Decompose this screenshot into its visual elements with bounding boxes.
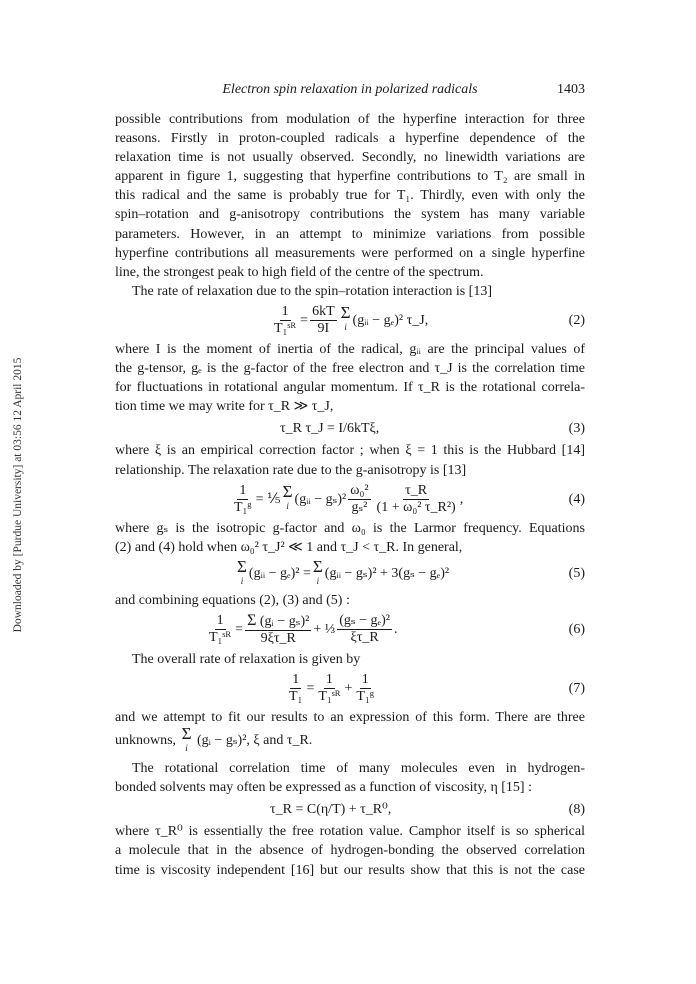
summation-sign: Σ i	[340, 303, 351, 333]
equation-8: τ_R = C(η/T) + τ_R⁰, (8)	[115, 800, 585, 819]
equation-2: $\frac{1}{\text{T₁ˢᴿ}}$ = $\frac{6kT}{9I}$ Σ i (gᵢᵢ − gₑ)² τ_J, (2)	[274, 303, 585, 336]
equation-7: $\frac{1}{\text{T₁}}$ = $\frac{1}{\text{T₁ˢᴿ}}$ + $\frac{1}{\text{T₁ᵍ}}$ (7)	[289, 671, 585, 704]
fraction: $\frac{1}{\text{T₁ᵍ}}$	[234, 482, 252, 515]
text-line: hyperfine contributions all measurements were performed on a single hyperfine	[115, 245, 585, 261]
text-line: where gₛ is the isotropic g-factor and ω₀ is the Larmor frequency. Equations	[115, 520, 585, 536]
summation-sign: Σ i	[237, 556, 247, 586]
paragraph-hyperfine	[115, 110, 585, 301]
text-line: unknowns, Σ i (gᵢ − gₛ)², ξ and τ_R.	[115, 724, 313, 754]
paragraph-viscosity	[115, 759, 585, 797]
text-line: where ξ is an empirical correction factor ; when ξ = 1 this is the Hubbard [14]	[115, 443, 585, 459]
equation-4: $\frac{1}{\text{T₁ᵍ}}$ = ⅕ Σ i (gᵢᵢ − gₛ)² ω₀² gₛ² τ_R (1 + ω₀² τ_R²) , (4)	[234, 482, 585, 515]
paragraph-inertia	[115, 340, 585, 416]
text-line: where τ_R⁰ is essentially the free rotation value. Camphor itself is so spherical	[115, 824, 585, 840]
text-line: The rate of relaxation due to the spin–rotation interaction is [13]	[132, 283, 492, 299]
running-header	[115, 82, 585, 100]
page-body	[115, 110, 585, 880]
equation-number: (6)	[568, 622, 585, 638]
summation-sign: Σ i	[282, 482, 293, 512]
fraction: ω₀² gₛ²	[350, 482, 369, 515]
text-line: where I is the moment of inertia of the radical, gᵢᵢ are the principal values of	[115, 341, 585, 357]
fraction: $\frac{\text{Σ (gᵢ − gₛ)²}}{9\xi\tau\_R}$	[247, 611, 310, 646]
text-line: and we attempt to fit our results to an expression of this form. There are three	[115, 709, 585, 725]
equation-6: $\frac{1}{\text{T₁ˢᴿ}}$ = $\frac{\text{Σ (gᵢ − gₛ)²}}{9\xi\tau\_R}$ + ⅓ (gₛ − gₑ)² ξτ_R . (6)	[209, 611, 585, 646]
fraction: $\frac{1}{\text{T₁ˢᴿ}}$	[318, 671, 341, 704]
text-line: The rotational correlation time of many molecules even in hydrogen-	[132, 761, 585, 777]
running-title: Electron spin relaxation in polarized radicals	[222, 82, 478, 97]
text-line: a molecule that in the absence of hydrogen-bonding the observed correlation	[115, 843, 585, 859]
paragraph-isotropic	[115, 519, 585, 557]
text-line: apparent in figure 1, suggesting that hyperfine contributions to T₂ are small in	[115, 169, 585, 185]
download-watermark: Downloaded by [Purdue University] at 03:56 12 April 2015	[12, 357, 24, 633]
text-line: relaxation time is not usually observed. Secondly, no linewidth variations are	[115, 150, 585, 166]
fraction: $\frac{1}{\text{T₁ᵍ}}$	[356, 671, 375, 704]
text-line: The overall rate of relaxation is given by	[132, 651, 361, 667]
text-line: reasons. Firstly in proton-coupled radicals a hyperfine dependence of the	[115, 131, 585, 147]
text-line: parameters. However, in an attempt to minimize variations from possible	[115, 226, 585, 242]
paragraph-camphor	[115, 822, 585, 879]
text-line: (2) and (4) hold when ω₀² τ_J² ≪ 1 and τ_J < τ_R. In general,	[115, 539, 463, 555]
text-line: spin–rotation and g-anisotropy contributions the system has many variable	[115, 207, 585, 223]
equation-number: (8)	[568, 802, 585, 818]
text-line: bonded solvents may often be expressed as a function of viscosity, η [15] :	[115, 780, 532, 796]
paragraph-correction	[115, 441, 585, 479]
fraction: $\frac{6kT}{9I}$	[312, 303, 335, 336]
text-line: possible contributions from modulation of the hyperfine interaction for three	[115, 112, 585, 127]
paragraph-unknowns	[115, 708, 585, 755]
summation-sign: Σ i	[312, 556, 323, 586]
text-line: and combining equations (2), (3) and (5) :	[115, 592, 350, 608]
text-line: relationship. The relaxation rate due to the g-anisotropy is [13]	[115, 462, 467, 478]
text-line: this radical and the same is probably true for T₁. Thirdly, even with only the	[115, 188, 585, 204]
fraction: $\frac{1}{\text{T₁ˢᴿ}}$	[209, 613, 232, 646]
fraction: (gₛ − gₑ)² ξτ_R	[339, 613, 390, 646]
text-line: time is viscosity independent [16] but our results show that this is not the case	[115, 862, 585, 878]
fraction: τ_R (1 + ω₀² τ_R²)	[376, 482, 456, 515]
equation-number: (2)	[568, 312, 585, 328]
equation-5: Σ i (gᵢᵢ − gₑ)² = Σ i (gᵢᵢ − gₛ)² + 3(gₛ − gₑ)² (5)	[237, 556, 585, 586]
text-line: for fluctuations in rotational angular momentum. If τ_R is the rotational correla-	[115, 380, 585, 396]
equation-number: (7)	[568, 680, 585, 696]
text-line: line, the strongest peak to high field of the centre of the spectrum.	[115, 264, 484, 280]
equation-3: τ_R τ_J = I/6kTξ, (3)	[115, 419, 585, 438]
page-number: 1403	[557, 82, 585, 97]
equation-number: (4)	[568, 491, 585, 507]
summation-sign: Σ i	[181, 724, 192, 754]
fraction: $\frac{1}{\text{T₁}}$	[289, 671, 303, 704]
equation-number: (3)	[568, 421, 585, 437]
equation-number: (5)	[568, 566, 585, 582]
fraction: $\frac{1}{\text{T₁ˢᴿ}}$	[274, 303, 297, 336]
text-line: tion time we may write for τ_R ≫ τ_J,	[115, 399, 334, 415]
text-line: the g-tensor, gₑ is the g-factor of the free electron and τ_J is the correlation time	[115, 361, 585, 377]
